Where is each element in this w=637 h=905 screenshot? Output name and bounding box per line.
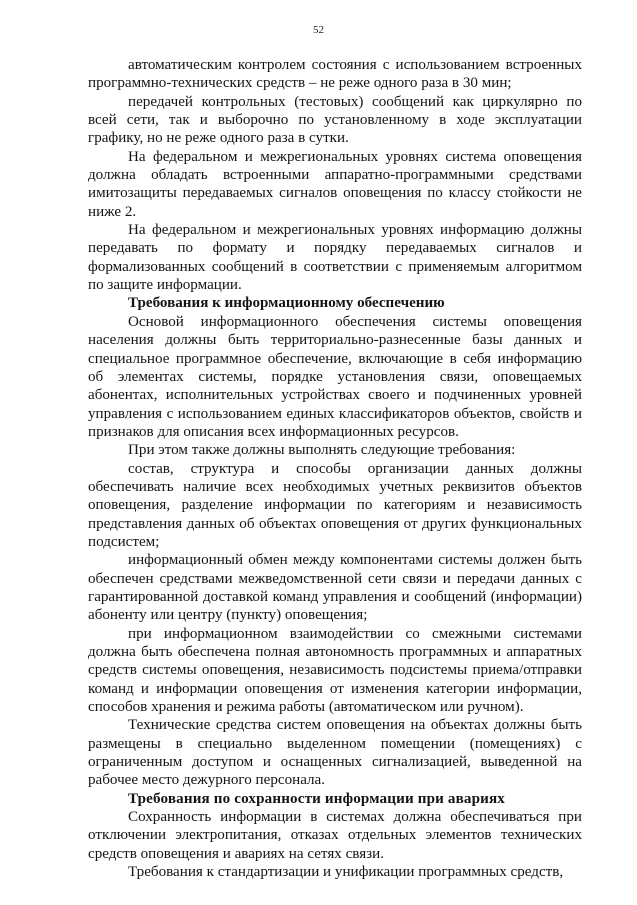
paragraph: Технические средства систем оповещения на объектах должны быть размещены в специально выделенном помещении (помещениях) с ограниченным доступом и оснащенных сигнализацией, выведенной на рабочее место дежурного персонала. xyxy=(88,717,582,789)
paragraph: при информационном взаимодействии со смежными системами должна быть обеспечена полная автономность программных и аппаратных средств системы оповещения, независимость подсистемы приема/отправки команд и информации оповещения от изменения категории информации, способов хранения и режима работы (автоматическом или ручном). xyxy=(88,625,582,716)
paragraph: состав, структура и способы организации данных должны обеспечивать наличие всех необходимых учетных реквизитов объектов оповещения, разделение информации по категориям и независимость представления данных об объектах оповещения от других функциональных подсистем; xyxy=(88,460,582,550)
paragraph: На федеральном и межрегиональных уровнях информацию должны передавать по формату и порядку передаваемых сигналов и формализованных сообщений в соответствии с применяемым алгоритмом по защите информации. xyxy=(88,222,582,294)
paragraph: информационный обмен между компонентами системы должен быть обеспечен средствами межведомственной сети связи и передачи данных с гарантированной доставкой команд управления и сообщений (информации) абоненту или центру (пункту) оповещения; xyxy=(88,552,582,624)
paragraph: автоматическим контролем состояния с использованием встроенных программно-технических средств – не реже одного раза в 30 мин; xyxy=(88,57,582,92)
paragraph: При этом также должны выполнять следующие требования: xyxy=(128,442,516,459)
page-body xyxy=(88,56,582,881)
paragraph: Сохранность информации в системах должна обеспечиваться при отключении электропитания, отказах отдельных элементов технических средств оповещения и авариях на сетях связи. xyxy=(88,809,582,862)
page-number: 52 xyxy=(313,24,324,36)
section-heading: Требования по сохранности информации при авариях xyxy=(128,790,505,807)
paragraph: На федеральном и межрегиональных уровнях система оповещения должна обладать встроенными аппаратно-программными средствами имитозащиты передаваемых сигналов оповещения по классу стойкости не ниже 2. xyxy=(88,148,582,220)
paragraph: передачей контрольных (тестовых) сообщений как циркулярно по всей сети, так и выборочно по установленному в ходе эксплуатации графику, но не реже одного раза в сутки. xyxy=(88,93,582,147)
paragraph: Требования к стандартизации и унификации программных средств, xyxy=(128,864,564,881)
section-heading: Требования к информационному обеспечению xyxy=(128,295,445,312)
paragraph: Основой информационного обеспечения системы оповещения населения должны быть территориально-разнесенные базы данных и специальное программное обеспечение, включающие в себя информацию об элементах системы, порядке установления связи, оповещаемых абонентах, исполнительных устройствах своего и подчиненных уровней управления с использованием единых классификаторов объектов, свойств и признаков для описания всех информационных ресурсов. xyxy=(88,313,582,440)
